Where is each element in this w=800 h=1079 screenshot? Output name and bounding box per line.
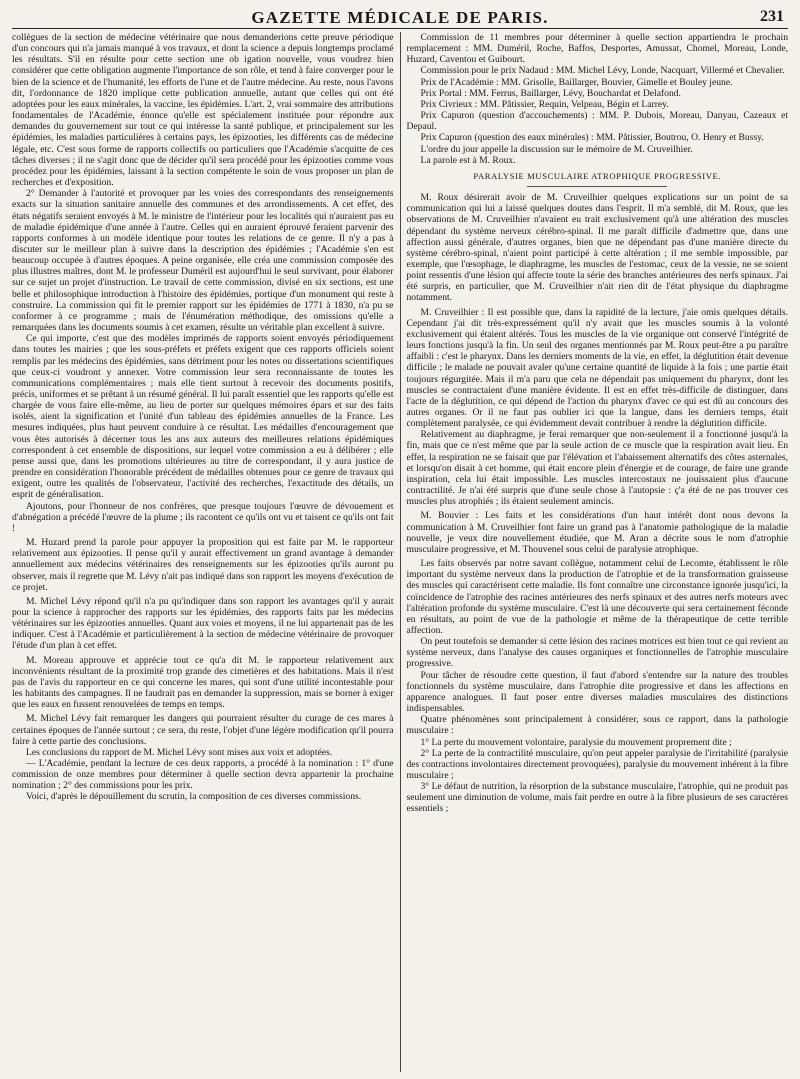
right-column xyxy=(400,32,789,1072)
paragraph: M. Michel Lévy fait remarquer les dangers qui pourraient résulter du curage de ces mares à certaines époques de l'année surtout ; ce sera, du reste, l'objet d'une légère modification qu'il pourra faire à cette partie des conclusions. xyxy=(12,713,394,747)
paragraph: La parole est à M. Roux. xyxy=(420,154,516,166)
paragraph: 1° La perte du mouvement volontaire, paralysie du mouvement proprement dite ; xyxy=(420,736,732,748)
paragraph: Voici, d'après le dépouillement du scrutin, la composition de ces diverses commissions. xyxy=(26,791,362,803)
paragraph: Commission de 11 membres pour déterminer à quelle section appartiendra le prochain remplacement : MM. Duméril, Roche, Baffos, Desportes, Amussat, Chomel, Moreau, Londe, Huzard, Caventou et Guibourt. xyxy=(406,32,788,66)
paragraph: On peut toutefois se demander si cette lésion des racines motrices est bien tout ce qui revient au système nerveux, dans l'analyse des causes organiques et fonctionnelles de l'atrophie musculaire progressive. xyxy=(406,636,788,670)
paragraph: M. Roux désirerait avoir de M. Cruveilhier quelques explications sur un point de sa communication qui lui a laissé quelques doutes dans l'esprit. Il m'a semblé, dit M. Roux, que les observations de M. Cruveilhier n'avaient eu trait exclusivement qu'à une altération des muscles dépendant du système nerveux cérébro-spinal. Il me paraît difficile d'admettre que, dans une affection aussi générale, d'autres organes, bien que ne dépendant pas d'une manière directe du système cérébro-spinal, n'aient point participé à cette altération ; il me semble impossible, par exemple, que l'œsophage, le diaphragme, les muscles de l'estomac, ceux de la vessie, ne se soient point ressentis d'une lésion qui affecte toute la série des branches antérieures des nerfs spinaux. J'ai été surpris, en particulier, que M. Cruveilhier n'ait rien dit de l'état physique du diaphragme notamment. xyxy=(406,192,788,304)
paragraph: M. Michel Lévy répond qu'il n'a pu qu'indiquer dans son rapport les avantages qu'il y aurait pour la science à rapprocher des rapports sur les épidémies, des rapports faits par les médecins vétérinaires sur les épizooties annuelles. Quant aux voies et moyens, il ne lui appartenait pas de les indiquer. C'est à l'Académie et particulièrement à la section de médecine vétérinaire de provoquer l'étude d'un plan à cet effet. xyxy=(12,595,394,652)
paragraph: Prix Capuron (question des eaux minérales) : MM. Pâtissier, Boutrou, O. Henry et Bussy. xyxy=(420,132,764,144)
paragraph: Les conclusions du rapport de M. Michel Lévy sont mises aux voix et adoptées. xyxy=(26,746,333,758)
section-divider xyxy=(527,186,667,187)
paragraph: Les faits observés par notre savant collègue, notamment celui de Lecomte, établissent le rôle important du système nerveux dans la production de l'atrophie et de la transformation graisseuse des muscles qui caractérisent cette maladie. Ils font connaître une circonstance ignorée jusqu'ici, la coïncidence de l'atrophie des racines antérieures des nerfs spinaux et des autres nerfs moteurs avec l'altération profonde du système musculaire. C'est là une découverte qui sera certainement féconde en résultats, au point de vue de la pathologie et même de la thérapeutique de cette terrible affection. xyxy=(406,558,788,636)
paragraph: Ce qui importe, c'est que des modèles imprimés de rapports soient envoyés périodiquement dans toutes les mairies ; que les sous-préfets et préfets exigent que ces rapports officiels soient remplis par les médecins des épidémies, sans détriment pour les notes ou dissertations scientifiques que ceux-ci voudront y annexer. Votre commission leur sera reconnaissante de toutes les communications complémentaires ; mais elle tient surtout à recevoir des documents positifs, précis, uniformes et se prêtant à un résumé général. Il lui paraît essentiel que les rapports qu'elle est chargée de vous faire elle-même, au lieu de porter sur quelques mémoires épars et sur des faits isolés, aient la signification et l'unité d'un tableau des épidémies annuelles de la France. Les mesures indiquées, plus haut peuvent conduire à ce résultat. Les médailles d'encouragement que vous êtes autorisés à décerner tous les ans aux auteurs des meilleures relations épidémiques correspondent à cet ensemble de dispositions, sur lequel votre commission a eu à délibérer ; elle pense aussi que, dans les promotions ultérieures au titre de correspondant, il y aura justice de prendre en considération l'honorable précédent de médailles obtenues pour ce genre de travaux qui exigent, outre les qualités de l'observateur, l'activité des recherches, l'exactitude des détails, un esprit de généralisation. xyxy=(12,333,394,501)
paragraph: Quatre phénomènes sont principalement à considérer, sous ce rapport, dans la pathologie musculaire : xyxy=(406,714,788,737)
paragraph: 2° Demander à l'autorité et provoquer par les voies des correspondants des renseignements exacts sur la situation sanitaire annuelle des communes et des arrondissements. A cet effet, des états négatifs seraient envoyés à M. le ministre de l'intérieur pour les localités qui n'auraient pas eu de maladie épidémique d'une année à l'autre. Celles qui en auraient éprouvé feraient parvenir des rapports conformes à un modèle identique pour toutes les relations de ce genre. Il n'y a pas à discuter sur le meilleur plan à suivre dans la description des épidémies ; l'Académie s'en est beaucoup occupée à d'autres époques. A peine organisée, elle créa une commission composée des plus illustres maîtres, dont M. le professeur Duméril est aujourd'hui le seul survivant, pour élaborer sur ce sujet un projet d'instruction. Le travail de cette commission, divisé en six sections, est une belle et philosophique introduction à l'histoire des épidémies, portique d'un monument qui reste à construire. La commission qui fit le premier rapport sur les épidémies de 1771 à 1830, n'a pu se conformer à ce programme ; mais de l'énumération méthodique, des omissions qu'elle a remarquées dans les documents soumis à cet examen, résulte un véritable plan excellent à suivre. xyxy=(12,188,394,334)
paragraph: Prix Civrieux : MM. Pâtissier, Requin, Velpeau, Bégin et Larrey. xyxy=(420,98,669,110)
paragraph: Ajoutons, pour l'honneur de nos confrères, que presque toujours l'œuvre de dévouement et d'abnégation a précédé l'œuvre de la plume ; ils racontent ce qu'ils ont vu et taisent ce qu'ils ont fait ! xyxy=(12,500,394,534)
paragraph: Commission pour le prix Nadaud : MM. Michel Lévy, Londe, Nacquart, Villermé et Chevalier. xyxy=(420,65,785,77)
paragraph: L'ordre du jour appelle la discussion sur le mémoire de M. Cruveilhier. xyxy=(420,143,693,155)
paragraph: M. Huzard prend la parole pour appuyer la proposition qui est faite par M. le rapporteur relativement aux épizooties. Il pense qu'il y aurait effectivement un grand avantage à demander annuellement aux médecins vétérinaires des renseignements sur les épizooties qu'ils auront pu observer, mais il regrette que M. Lévy n'ait pas indiqué dans son rapport les moyens d'exécution de ce projet. xyxy=(12,537,394,593)
paragraph: Relativement au diaphragme, je ferai remarquer que non-seulement il a fonctionné jusqu'à la fin, mais que ce n'est même que par la seule action de ce muscle que la respiration avait lieu. En effet, la respiration ne se faisait que par l'élévation et l'abaissement alternatifs des côtes asternales, et lorsqu'on disait à cet homme, qui était encore plein d'énergie et de courage, de faire une grande inspiration, cela lui était impossible. Les muscles intercostaux ne jouissaient plus d'aucune contractilité. Je n'ai été surpris que d'une seule chose à l'autopsie : ç'a été de ne pas trouver ces muscles plus atrophiés ; ils étaient seulement amincis. xyxy=(406,429,788,508)
section-title: PARALYSIE MUSCULAIRE ATROPHIQUE PROGRESSIVE. xyxy=(473,170,722,181)
text-columns xyxy=(12,32,788,1072)
paragraph: M. Bouvier : Les faits et les considérations d'un haut intérêt dont nous devons la communication à M. Cruveilhier font faire un grand pas à l'anatomie pathologique de la maladie nouvelle, je veux dire nouvellement étudiée, que M. Aran a décrite sous le nom d'atrophie musculaire progressive, et M. Thouvenel sous celui de paralysie atrophique. xyxy=(406,510,788,555)
paragraph: Pour tâcher de résoudre cette question, il faut d'abord s'entendre sur la nature des troubles fonctionnels du système musculaire, dans l'atrophie dite progressive et dans les affections en apparence analogues. Il faut poser entre diverses maladies musculaires des distinctions indispensables. xyxy=(406,669,788,715)
paragraph: Prix de l'Académie : MM. Grisolle, Baillarger, Bouvier, Gimelle et Bouley jeune. xyxy=(420,76,733,88)
page-header xyxy=(12,6,788,29)
paragraph: M. Moreau approuve et apprécie tout ce qu'a dit M. le rapporteur relativement aux inconvénients résultant de la proximité trop grande des cimetières et des habitations. Mais il n'est pas de l'avis du rapporteur en ce qui concerne les mares, qui sont d'une utilité incontestable pour les habitants des campagnes. Il ne faudrait pas en demander la suppression, mais se borner à exiger que les eaux en fussent renouvelées de temps en temps. xyxy=(12,654,394,711)
paragraph: collègues de la section de médecine vétérinaire que nous demanderions cette preuve périodique d'un concours qui n'a jamais manqué à vos travaux, et dont la science a depuis longtemps proclamé les résultats. S'il en résulte pour cette section une ob igation nouvelle, vous voudrez bien considérer que cette obligation augmente l'importance de son rôle, et tend à faire converger pour le bien de la science et de l'humanité, les efforts de l'une et de l'autre médecine. Au reste, nous l'avons dit, l'ordonnance de 1820 implique cette publication annuelle, autant que celles qui ont été adoptées pour les eaux minérales, la vaccine, les épidémies. L'art. 2, vrai sommaire des attributions fondamentales de l'Académie, énonce qu'elle est spécialement instituée pour répondre aux demandes du gouvernement sur tout ce qui intéresse la santé publique, et principalement sur les épidémies, les maladies particulières à certains pays, les épizooties, les différents cas de médecine légale, etc. C'est sous forme de rapports collectifs ou particuliers que l'Académie s'acquitte de ces tâches diverses ; il ne s'agit donc que de décider qu'il sera procédé pour les épizooties comme vous procédez pour les épidémies, laissant à la section compétente le soin de vous proposer un plan de recherches et d'exposition. xyxy=(12,32,394,189)
paragraph: M. Cruveilhier : Il est possible que, dans la rapidité de la lecture, j'aie omis quelques détails. Cependant j'ai dit très-expressément qu'il n'y avait que les muscles soumis à la volonté exclusivement qui étaient altérés. Tous les muscles de la vie organique ont conservé l'intégrité de leurs fonctions jusqu'à la fin. Un seul des organes mentionnés par M. Roux peut-être a pu paraître affaibli : c'est le pharynx. Dans les derniers moments de la vie, en effet, la déglutition était devenue difficile ; le malade ne pouvait avaler qu'une certaine quantité de liquide à la fois ; une partie était toujours régurgitée. Mais il m'a paru que cela ne dépendait pas uniquement du pharynx, dont les muscles se contractaient d'une manière évidente. Il est en effet très-difficile de distinguer, dans l'acte de la déglutition, ce qui dépend de l'action du pharynx d'avec ce qui est dû au concours des autres organes. Or il ne faut pas oublier ici que la langue, dans les derniers temps, était complètement paralysée, ce qui évidemment devait contribuer à rendre la déglutition difficile. xyxy=(406,306,788,430)
paragraph: Prix Portal : MM. Ferrus, Baillarger, Lévy, Bouchardat et Delafond. xyxy=(420,87,681,99)
paragraph: 2° La perte de la contractilité musculaire, qu'on peut appeler paralysie de l'irritabilité (paralysie des contractions involontaires directement provoquées), paralysie du mouvement inhérent à la fibre musculaire ; xyxy=(406,747,788,781)
paragraph: — L'Académie, pendant la lecture de ces deux rapports, a procédé à la nomination : 1° d'une commission de onze membres pour déterminer à quelle section devra appartenir la prochaine nomination ; 2° des commissions pour les prix. xyxy=(12,758,394,792)
journal-title: GAZETTE MÉDICALE DE PARIS. xyxy=(251,8,549,27)
left-column xyxy=(12,32,400,1072)
page-number: 231 xyxy=(760,8,784,25)
paragraph: 3° Le défaut de nutrition, la résorption de la substance musculaire, l'atrophie, qui ne produit pas seulement une diminution de volume, mais fait perdre en outre à la fibre plusieurs de ses caractères essentiels ; xyxy=(406,781,788,815)
paragraph: Prix Capuron (question d'accouchements) : MM. P. Dubois, Moreau, Danyau, Cazeaux et Depaul. xyxy=(406,110,788,133)
